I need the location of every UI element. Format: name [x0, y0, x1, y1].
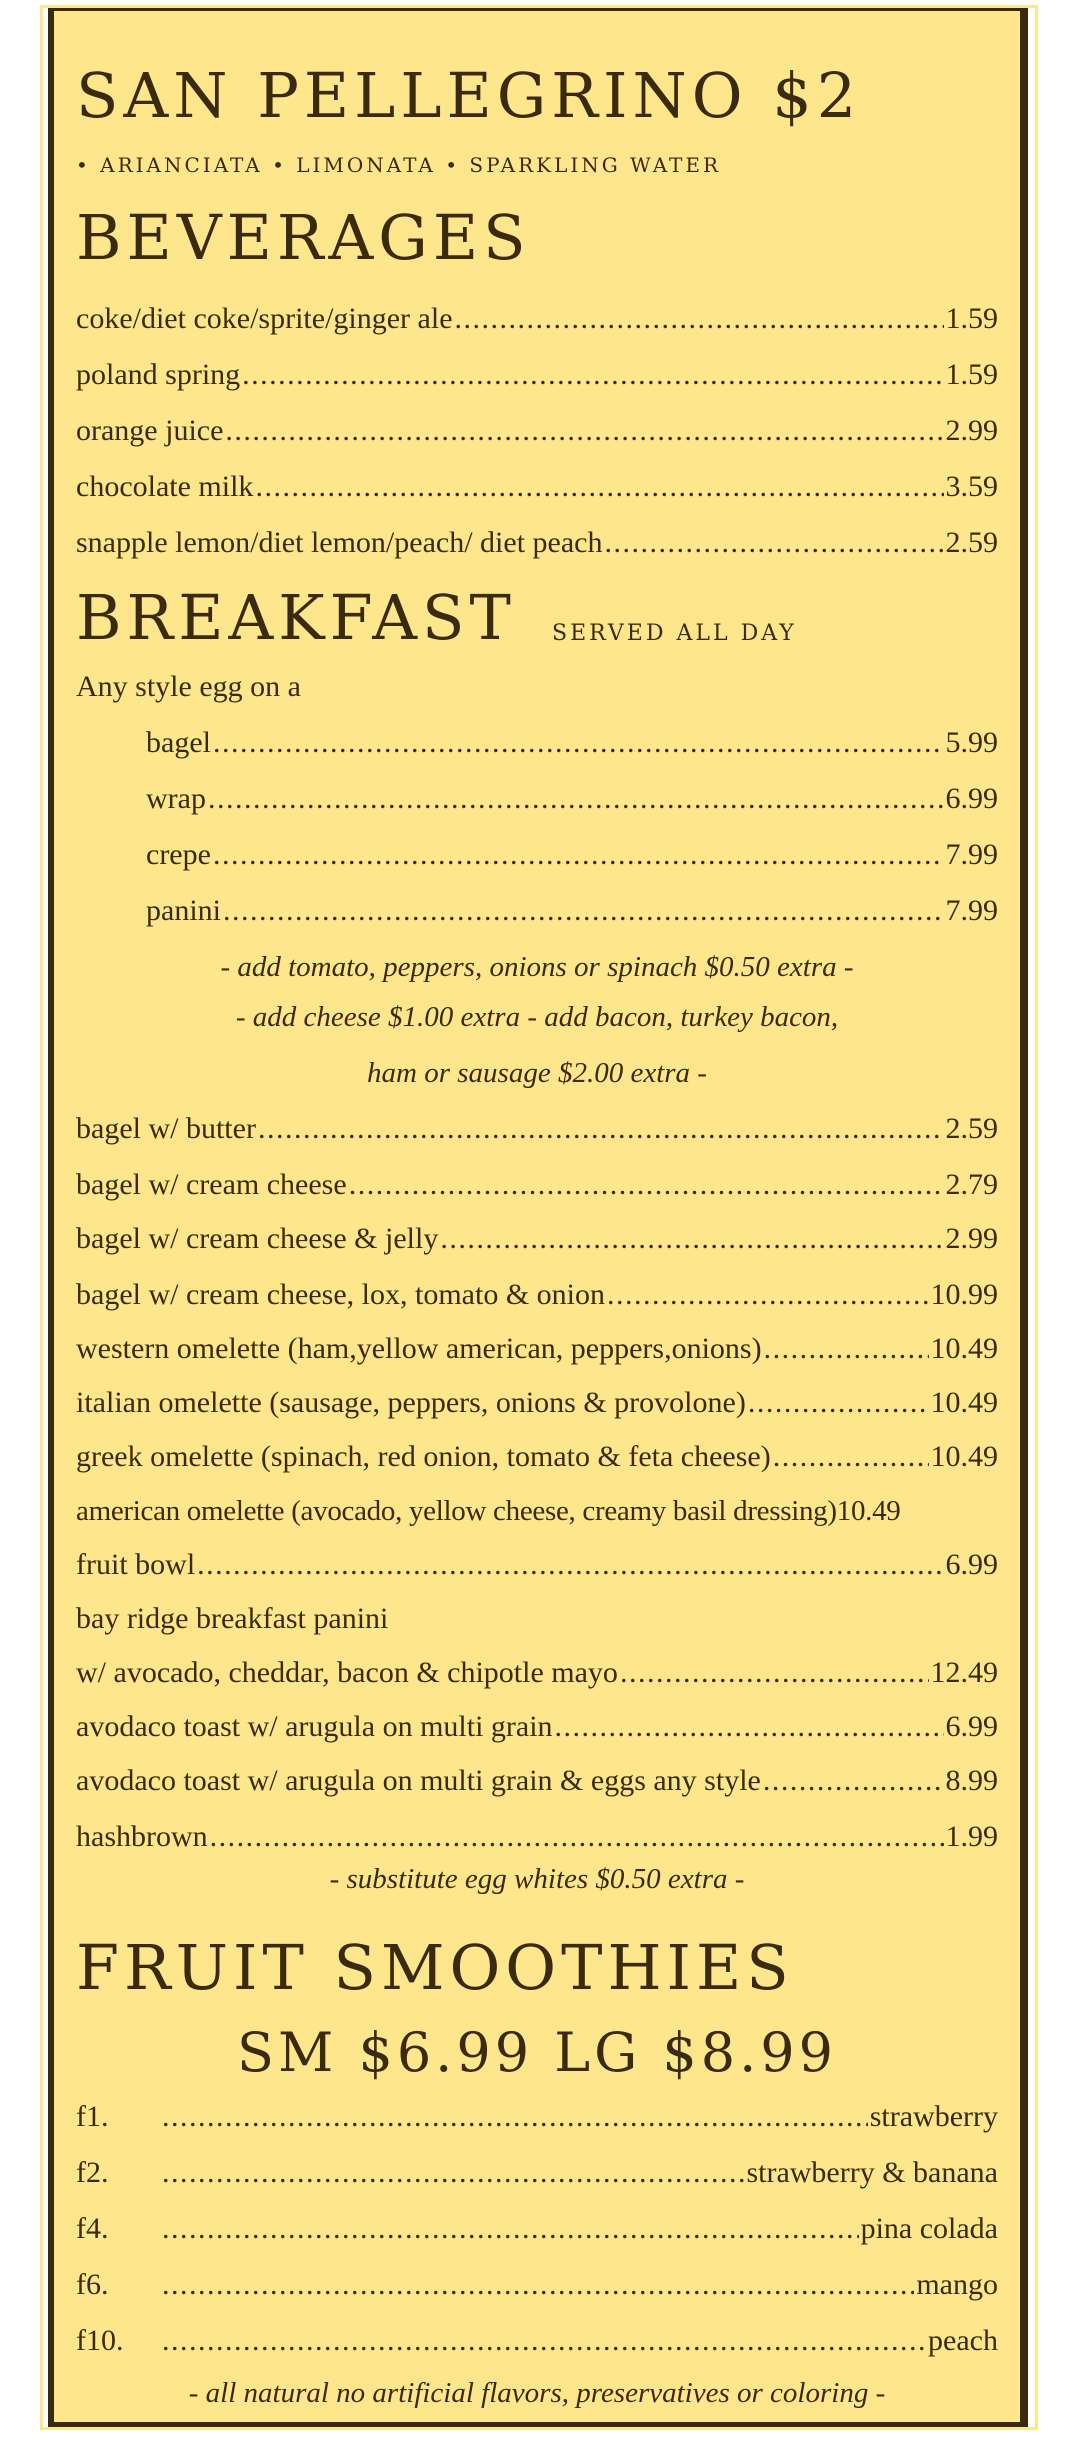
leader-dots — [162, 2209, 859, 2249]
leader-dots — [763, 1761, 944, 1801]
item-name: coke/diet coke/sprite/ginger ale — [76, 302, 453, 335]
menu-item — [76, 1383, 998, 1423]
item-price: 10.49 — [930, 1386, 998, 1419]
menu-card — [48, 6, 1028, 2428]
leader-dots — [213, 835, 944, 875]
leader-dots — [255, 467, 943, 507]
breakfast-served-all-day: SERVED ALL DAY — [552, 621, 797, 646]
menu-item — [76, 1545, 998, 1585]
item-name: bagel w/ cream cheese, lox, tomato & onion — [76, 1278, 605, 1311]
item-name: american omelette (avocado, yellow cheese, creamy basil dressing) — [76, 1495, 837, 1527]
item-price: 1.99 — [945, 1820, 998, 1853]
menu-item — [76, 1219, 998, 1259]
item-name: bagel w/ cream cheese — [76, 1168, 347, 1201]
menu-item — [146, 723, 998, 763]
leader-dots — [455, 299, 944, 339]
menu-item — [76, 1275, 998, 1315]
breakfast-heading: BREAKFAST — [76, 581, 516, 654]
leader-dots — [242, 355, 943, 395]
item-name: bagel w/ butter — [76, 1112, 256, 1145]
item-name: fruit bowl — [76, 1548, 196, 1581]
san-pellegrino-flavors: • ARIANCIATA • LIMONATA • SPARKLING WATER — [76, 153, 722, 177]
leader-dots — [773, 1437, 929, 1477]
smoothie-code: f2. — [76, 2156, 109, 2189]
item-name: western omelette (ham,yellow american, peppers,onions) — [76, 1332, 762, 1365]
item-price: 10.99 — [930, 1278, 998, 1311]
menu-item — [76, 523, 998, 563]
item-name: avodaco toast w/ arugula on multi grain & eggs any style — [76, 1764, 761, 1797]
leader-dots — [223, 891, 944, 931]
menu-item — [76, 1491, 998, 1531]
smoothie-code: f1. — [76, 2100, 109, 2133]
leader-dots — [197, 1545, 943, 1585]
smoothie-note: - all natural no artificial flavors, preservatives or coloring - — [188, 2377, 886, 2409]
smoothie-code: f10. — [76, 2324, 124, 2357]
item-name: crepe — [146, 838, 211, 871]
leader-dots — [440, 1219, 943, 1259]
item-name: hashbrown — [76, 1820, 208, 1853]
menu-item — [146, 835, 998, 875]
leader-dots — [258, 1109, 944, 1149]
item-price: 5.99 — [945, 726, 998, 759]
item-price: 10.49 — [930, 1332, 998, 1365]
panini-intro: bay ridge breakfast panini — [76, 1602, 389, 1635]
leader-dots — [210, 1817, 944, 1857]
menu-item — [76, 1817, 998, 1857]
menu-item — [146, 891, 998, 931]
leader-dots — [162, 2153, 744, 2193]
leader-dots — [555, 1707, 944, 1747]
item-name: w/ avocado, cheddar, bacon & chipotle mayo — [76, 1656, 618, 1689]
smoothie-flavor: strawberry — [869, 2100, 998, 2133]
item-name: wrap — [146, 782, 206, 815]
smoothie-flavor: strawberry & banana — [746, 2156, 998, 2189]
item-name: italian omelette (sausage, peppers, onions & provolone) — [76, 1386, 746, 1419]
item-name: bagel — [146, 726, 211, 759]
beverages-heading: BEVERAGES — [76, 201, 531, 274]
item-price: 6.99 — [945, 1710, 998, 1743]
smoothie-item — [76, 2097, 998, 2137]
smoothie-code: f6. — [76, 2268, 109, 2301]
leader-dots — [162, 2097, 868, 2137]
item-price: 7.99 — [945, 838, 998, 871]
san-pellegrino-title: SAN PELLEGRINO $2 — [76, 59, 862, 132]
item-price: 8.99 — [945, 1764, 998, 1797]
menu-item — [76, 1165, 998, 1205]
item-price: 2.99 — [945, 414, 998, 447]
item-price: 1.59 — [945, 358, 998, 391]
smoothie-item — [76, 2209, 998, 2249]
item-name: panini — [146, 894, 221, 927]
item-price: 6.99 — [945, 782, 998, 815]
item-name: chocolate milk — [76, 470, 254, 503]
item-name: avodaco toast w/ arugula on multi grain — [76, 1710, 553, 1743]
item-price: 1.59 — [945, 302, 998, 335]
leader-dots — [764, 1329, 929, 1369]
menu-item — [76, 411, 998, 451]
leader-dots — [748, 1383, 929, 1423]
addon-note: - add tomato, peppers, onions or spinach $0.50 extra - — [220, 951, 854, 983]
smoothie-sizes: SM $6.99 LG $8.99 — [237, 2021, 837, 2084]
item-name: poland spring — [76, 358, 241, 391]
menu-item — [76, 1437, 998, 1477]
menu-item — [76, 1109, 998, 1149]
leader-dots — [213, 723, 944, 763]
item-price: 2.59 — [945, 526, 998, 559]
egg-white-note: - substitute egg whites $0.50 extra - — [329, 1863, 745, 1895]
smoothie-flavor: mango — [916, 2268, 998, 2301]
item-price: 2.99 — [945, 1222, 998, 1255]
leader-dots — [607, 1275, 929, 1315]
item-price: 6.99 — [945, 1548, 998, 1581]
egg-intro: Any style egg on a — [76, 670, 301, 703]
leader-dots — [225, 411, 943, 451]
menu-item — [76, 355, 998, 395]
addon-note: - add cheese $1.00 extra - add bacon, turkey bacon, — [235, 1001, 839, 1033]
menu-item — [76, 467, 998, 507]
menu-item — [76, 1761, 998, 1801]
menu-item — [76, 1707, 998, 1747]
item-price: 7.99 — [945, 894, 998, 927]
item-price: 10.49 — [930, 1440, 998, 1473]
smoothie-item — [76, 2321, 998, 2361]
item-name: greek omelette (spinach, red onion, tomato & feta cheese) — [76, 1440, 771, 1473]
smoothie-item — [76, 2153, 998, 2193]
menu-item — [76, 1653, 998, 1693]
leader-dots — [604, 523, 943, 563]
leader-dots — [162, 2321, 926, 2361]
addon-note: ham or sausage $2.00 extra - — [367, 1057, 707, 1089]
item-price: 12.49 — [930, 1656, 998, 1689]
item-name: orange juice — [76, 414, 224, 447]
item-price: 10.49 — [836, 1495, 901, 1527]
leader-dots — [162, 2265, 914, 2305]
item-name: bagel w/ cream cheese & jelly — [76, 1222, 439, 1255]
smoothie-item — [76, 2265, 998, 2305]
leader-dots — [349, 1165, 944, 1205]
leader-dots — [620, 1653, 929, 1693]
smoothies-heading: FRUIT SMOOTHIES — [76, 1931, 794, 2004]
smoothie-code: f4. — [76, 2212, 109, 2245]
item-price: 2.79 — [945, 1168, 998, 1201]
menu-item — [76, 1329, 998, 1369]
smoothie-flavor: pina colada — [860, 2212, 998, 2245]
item-name: snapple lemon/diet lemon/peach/ diet peach — [76, 526, 603, 559]
item-price: 2.59 — [945, 1112, 998, 1145]
menu-item — [76, 299, 998, 339]
smoothie-flavor: peach — [928, 2324, 998, 2357]
menu-item — [146, 779, 998, 819]
leader-dots — [208, 779, 944, 819]
item-price: 3.59 — [945, 470, 998, 503]
